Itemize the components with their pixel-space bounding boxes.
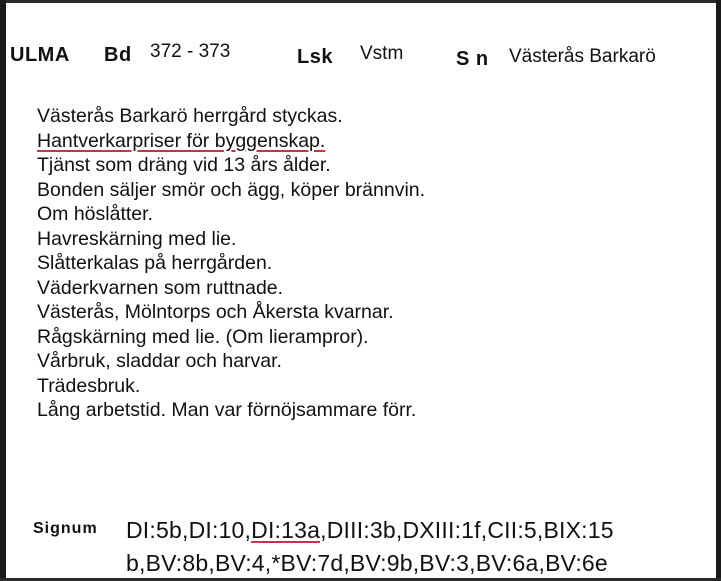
lsk-value: Vstm (360, 43, 404, 64)
sn-label: S n (456, 48, 489, 70)
bd-value: 372 - 373 (150, 41, 231, 62)
entry-list (37, 104, 425, 423)
signum-codes-line-1 (126, 517, 614, 544)
list-item: Hantverkarpriser för byggenskap. (37, 129, 326, 152)
list-item: Havreskärning med lie. (37, 227, 237, 250)
card-top-edge (0, 0, 721, 3)
signum-code-segment: DI:5b,DI:10, (126, 517, 252, 543)
list-item: Västerås, Mölntorps och Åkersta kvarnar. (37, 301, 394, 323)
ulma-label: ULMA (10, 44, 70, 66)
list-item: Västerås Barkarö herrgård styckas. (37, 105, 343, 127)
card-left-edge (0, 0, 6, 581)
list-item: Tjänst som dräng vid 13 års ålder. (37, 154, 331, 176)
list-item: Slåtterkalas på herrgården. (37, 252, 273, 274)
card-right-edge (716, 0, 721, 581)
signum-code-segment: ,DIII:3b,DXIII:1f,CII:5,BIX:15 (320, 517, 614, 543)
signum-codes-line-2: b,BV:8b,BV:4,*BV:7d,BV:9b,BV:3,BV:6a,BV:6e (126, 550, 608, 576)
list-item: Rågskärning med lie. (Om lierampror). (37, 325, 369, 348)
list-item: Trädesbruk. (37, 374, 141, 397)
bd-label: Bd (104, 44, 132, 66)
signum-code-highlighted: DI:13a (251, 517, 321, 543)
list-item: Lång arbetstid. Man var förnöjsammare förr. (37, 399, 417, 421)
list-item: Om höslåtter. (37, 203, 153, 225)
list-item: Väderkvarnen som ruttnade. (37, 276, 284, 299)
lsk-label: Lsk (297, 46, 333, 68)
signum-label: Signum (33, 520, 98, 537)
list-item: Bonden säljer smör och ägg, köper brännvin. (37, 178, 426, 201)
sn-value: Västerås Barkarö (509, 46, 656, 67)
list-item: Vårbruk, sladdar och harvar. (37, 350, 282, 372)
